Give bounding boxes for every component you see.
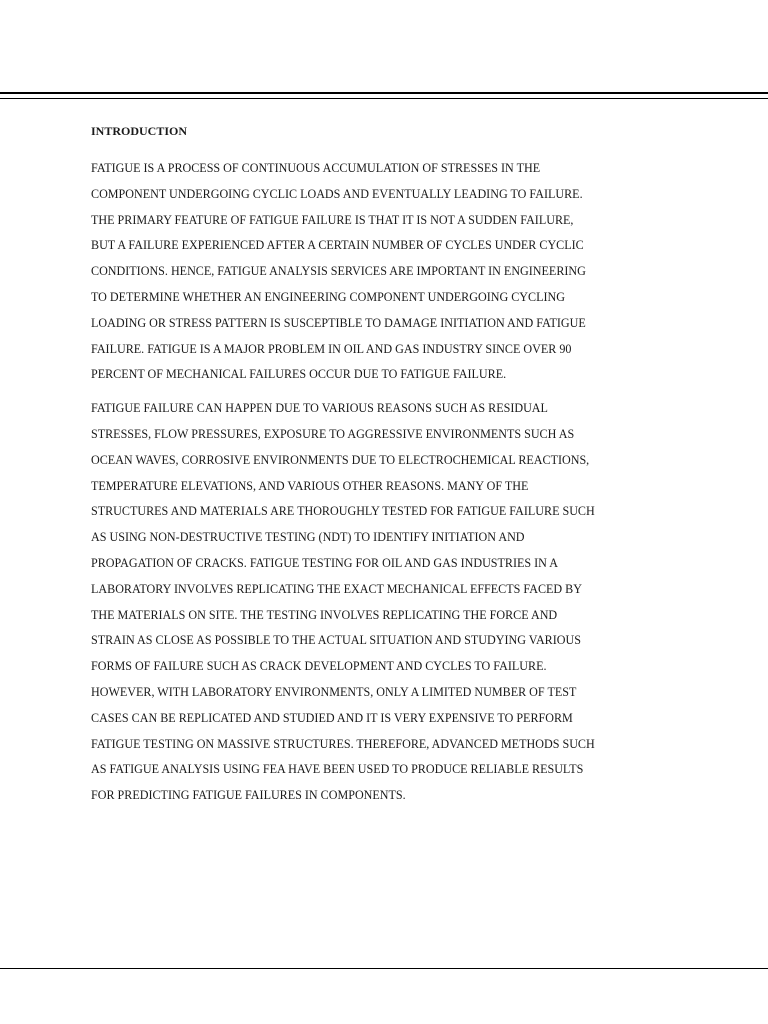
text-line: BUT A FAILURE EXPERIENCED AFTER A CERTAIN NUMBER OF CYCLES UNDER CYCLIC: [91, 238, 584, 253]
text-line: TO DETERMINE WHETHER AN ENGINEERING COMPONENT UNDERGOING CYCLING: [91, 289, 565, 304]
text-line: LABORATORY INVOLVES REPLICATING THE EXACT MECHANICAL EFFECTS FACED BY: [91, 581, 582, 596]
text-line: OCEAN WAVES, CORROSIVE ENVIRONMENTS DUE TO ELECTROCHEMICAL REACTIONS,: [91, 452, 590, 467]
text-line: FATIGUE IS A PROCESS OF CONTINUOUS ACCUMULATION OF STRESSES IN THE: [91, 161, 541, 175]
footer-rule: [0, 968, 768, 969]
text-line: HOWEVER, WITH LABORATORY ENVIRONMENTS, ONLY A LIMITED NUMBER OF TEST: [91, 684, 577, 699]
document-body: [91, 122, 691, 817]
section-heading: INTRODUCTION: [91, 124, 188, 138]
text-line: STRESSES, FLOW PRESSURES, EXPOSURE TO AGGRESSIVE ENVIRONMENTS SUCH AS: [91, 426, 575, 441]
text-line: FORMS OF FAILURE SUCH AS CRACK DEVELOPMENT AND CYCLES TO FAILURE.: [91, 659, 547, 674]
text-line: FATIGUE FAILURE CAN HAPPEN DUE TO VARIOUS REASONS SUCH AS RESIDUAL: [91, 401, 548, 416]
text-line: LOADING OR STRESS PATTERN IS SUSCEPTIBLE TO DAMAGE INITIATION AND FATIGUE: [91, 315, 586, 330]
header-rule-double-bottom: [0, 98, 768, 99]
text-line: STRUCTURES AND MATERIALS ARE THOROUGHLY TESTED FOR FATIGUE FAILURE SUCH: [91, 504, 595, 519]
text-line: CONDITIONS. HENCE, FATIGUE ANALYSIS SERVICES ARE IMPORTANT IN ENGINEERING: [91, 264, 586, 279]
paragraph-2: [91, 396, 691, 809]
text-line: AS USING NON-DESTRUCTIVE TESTING (NDT) TO IDENTIFY INITIATION AND: [91, 530, 525, 545]
text-line: PERCENT OF MECHANICAL FAILURES OCCUR DUE TO FATIGUE FAILURE.: [91, 367, 507, 382]
text-line: FAILURE. FATIGUE IS A MAJOR PROBLEM IN OIL AND GAS INDUSTRY SINCE OVER 90: [91, 341, 572, 356]
text-line: AS FATIGUE ANALYSIS USING FEA HAVE BEEN USED TO PRODUCE RELIABLE RESULTS: [91, 762, 584, 777]
text-line: STRAIN AS CLOSE AS POSSIBLE TO THE ACTUAL SITUATION AND STUDYING VARIOUS: [91, 633, 581, 648]
text-line: THE MATERIALS ON SITE. THE TESTING INVOLVES REPLICATING THE FORCE AND: [91, 607, 558, 622]
paragraph-1: [91, 156, 691, 388]
header-rule-double-top: [0, 92, 768, 94]
text-line: THE PRIMARY FEATURE OF FATIGUE FAILURE IS THAT IT IS NOT A SUDDEN FAILURE,: [91, 212, 574, 227]
text-line: PROPAGATION OF CRACKS. FATIGUE TESTING FOR OIL AND GAS INDUSTRIES IN A: [91, 555, 558, 570]
text-line: FOR PREDICTING FATIGUE FAILURES IN COMPONENTS.: [91, 788, 406, 803]
text-line: COMPONENT UNDERGOING CYCLIC LOADS AND EVENTUALLY LEADING TO FAILURE.: [91, 186, 583, 201]
text-line: CASES CAN BE REPLICATED AND STUDIED AND IT IS VERY EXPENSIVE TO PERFORM: [91, 710, 573, 725]
text-line: TEMPERATURE ELEVATIONS, AND VARIOUS OTHER REASONS. MANY OF THE: [91, 478, 529, 493]
text-line: FATIGUE TESTING ON MASSIVE STRUCTURES. THEREFORE, ADVANCED METHODS SUCH: [91, 736, 595, 751]
